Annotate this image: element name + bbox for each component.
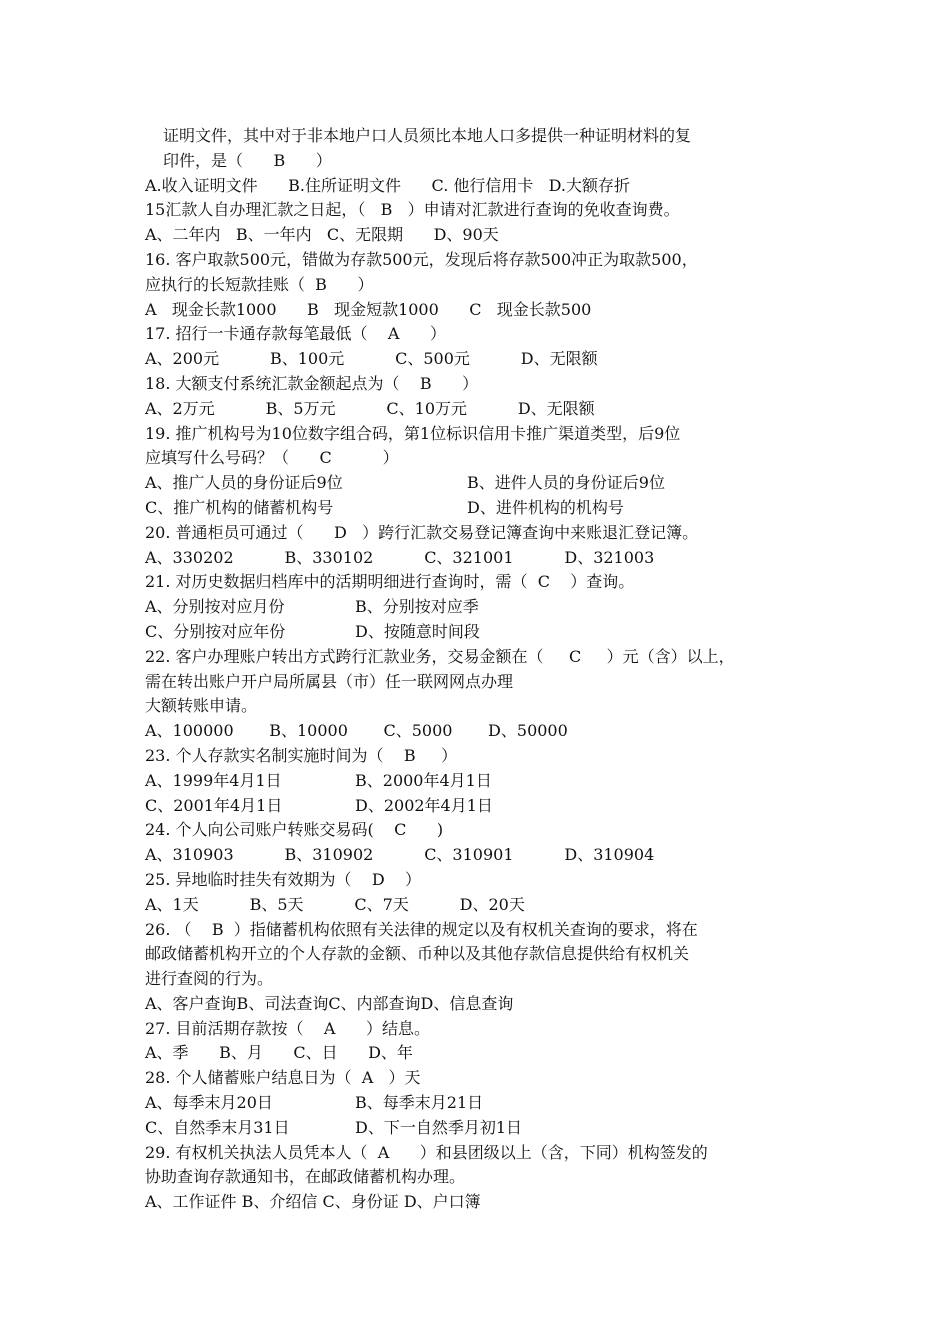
text-line: 邮政储蓄机构开立的个人存款的金额、币种以及其他存款信息提供给有权机关 bbox=[145, 944, 690, 964]
answer-options: A、310903 B、310902 C、310901 D、310904 bbox=[145, 845, 655, 865]
question-25: 25. 异地临时挂失有效期为（ D ） bbox=[145, 869, 422, 889]
option-a: A、每季末月20日 bbox=[145, 1093, 273, 1113]
answer-options: A、2万元 B、5万元 C、10万元 D、无限额 bbox=[145, 398, 595, 418]
text-line: 证明文件，其中对于非本地户口人员须比本地人口多提供一种证明材料的复 bbox=[163, 126, 692, 145]
option-b: B、每季末月21日 bbox=[355, 1093, 484, 1113]
question-16: 16. 客户取款500元，错做为存款500元，发现后将存款500冲正为取款500， bbox=[145, 249, 698, 269]
option-b: B、分别按对应季 bbox=[355, 597, 479, 617]
answer-options: A、季 B、月 C、日 D、年 bbox=[145, 1043, 413, 1063]
option-a: A、推广人员的身份证后9位 bbox=[145, 473, 343, 493]
answer-options bbox=[145, 620, 835, 645]
answer-options: A、200元 B、100元 C、500元 D、无限额 bbox=[145, 349, 598, 369]
option-b: B、2000年4月1日 bbox=[355, 770, 492, 790]
question-28: 28. 个人储蓄账户结息日为（ A ）天 bbox=[145, 1068, 421, 1088]
answer-options: A、1天 B、5天 C、7天 D、20天 bbox=[145, 894, 525, 914]
answer-options: A.收入证明文件 B.住所证明文件 C. 他行信用卡 D.大额存折 bbox=[145, 175, 630, 195]
question-22: 22. 客户办理账户转出方式跨行汇款业务，交易金额在（ C ）元（含）以上， bbox=[145, 646, 735, 666]
question-15: 15汇款人自办理汇款之日起，（ B ）申请对汇款进行查询的免收查询费。 bbox=[145, 200, 680, 220]
text-line: 协助查询存款通知书，在邮政储蓄机构办理。 bbox=[145, 1167, 466, 1187]
answer-options bbox=[145, 471, 835, 496]
text-line: 应填写什么号码？（ C ） bbox=[145, 448, 399, 468]
option-a: A、1999年4月1日 bbox=[145, 770, 282, 790]
question-20: 20. 普通柜员可通过（ D ）跨行汇款交易登记簿查询中来账退汇登记簿。 bbox=[145, 522, 699, 542]
question-24: 24. 个人向公司账户转账交易码( C ) bbox=[145, 820, 444, 840]
text-line: 印件，是（ B ） bbox=[163, 150, 332, 170]
question-27: 27. 目前活期存款按（ A ）结息。 bbox=[145, 1018, 430, 1038]
text-line: 需在转出账户开户局所属县（市）任一联网网点办理 bbox=[145, 671, 514, 691]
answer-options bbox=[145, 794, 835, 819]
option-c: C、分别按对应年份 bbox=[145, 621, 286, 641]
option-a: A、分别按对应月份 bbox=[145, 597, 285, 617]
text-line: 应执行的长短款挂账（ B ） bbox=[145, 274, 374, 294]
answer-options: A、330202 B、330102 C、321001 D、321003 bbox=[145, 547, 655, 567]
option-d: D、下一自然季月初1日 bbox=[355, 1117, 523, 1137]
option-c: C、2001年4月1日 bbox=[145, 795, 283, 815]
answer-options bbox=[145, 496, 835, 521]
text-line: 进行查阅的行为。 bbox=[145, 969, 274, 989]
text-line: 大额转账申请。 bbox=[145, 696, 258, 716]
question-29: 29. 有权机关执法人员凭本人（ A ）和县团级以上（含，下同）机构签发的 bbox=[145, 1142, 708, 1162]
option-b: B、进件人员的身份证后9位 bbox=[467, 473, 665, 493]
option-d: D、按随意时间段 bbox=[355, 621, 480, 641]
answer-options bbox=[145, 1091, 835, 1116]
question-19: 19. 推广机构号为10位数字组合码，第1位标识信用卡推广渠道类型，后9位 bbox=[145, 423, 681, 443]
answer-options: A、二年内 B、一年内 C、无限期 D、90天 bbox=[145, 225, 499, 245]
answer-options: A、客户查询B、司法查询C、内部查询D、信息查询 bbox=[145, 993, 514, 1013]
answer-options: A、100000 B、10000 C、5000 D、50000 bbox=[145, 721, 568, 741]
option-c: C、推广机构的储蓄机构号 bbox=[145, 497, 334, 517]
answer-options bbox=[145, 595, 835, 620]
answer-options bbox=[145, 769, 835, 794]
question-21: 21. 对历史数据归档库中的活期明细进行查询时，需（ C ）查询。 bbox=[145, 572, 635, 592]
question-18: 18. 大额支付系统汇款金额起点为（ B ） bbox=[145, 373, 479, 393]
answer-options: A、工作证件 B、介绍信 C、身份证 D、户口簿 bbox=[145, 1192, 481, 1212]
question-text-block bbox=[145, 124, 835, 1215]
question-17: 17. 招行一卡通存款每笔最低（ A ） bbox=[145, 324, 446, 344]
question-26: 26. （ B ）指储蓄机构依照有关法律的规定以及有权机关查询的要求，将在 bbox=[145, 919, 698, 939]
question-23: 23. 个人存款实名制实施时间为（ B ） bbox=[145, 745, 458, 765]
answer-options bbox=[145, 1116, 835, 1141]
option-d: D、进件机构的机构号 bbox=[467, 497, 624, 517]
option-c: C、自然季末月31日 bbox=[145, 1117, 290, 1137]
answer-options: A 现金长款1000 B 现金短款1000 C 现金长款500 bbox=[145, 299, 592, 319]
option-d: D、2002年4月1日 bbox=[355, 795, 493, 815]
